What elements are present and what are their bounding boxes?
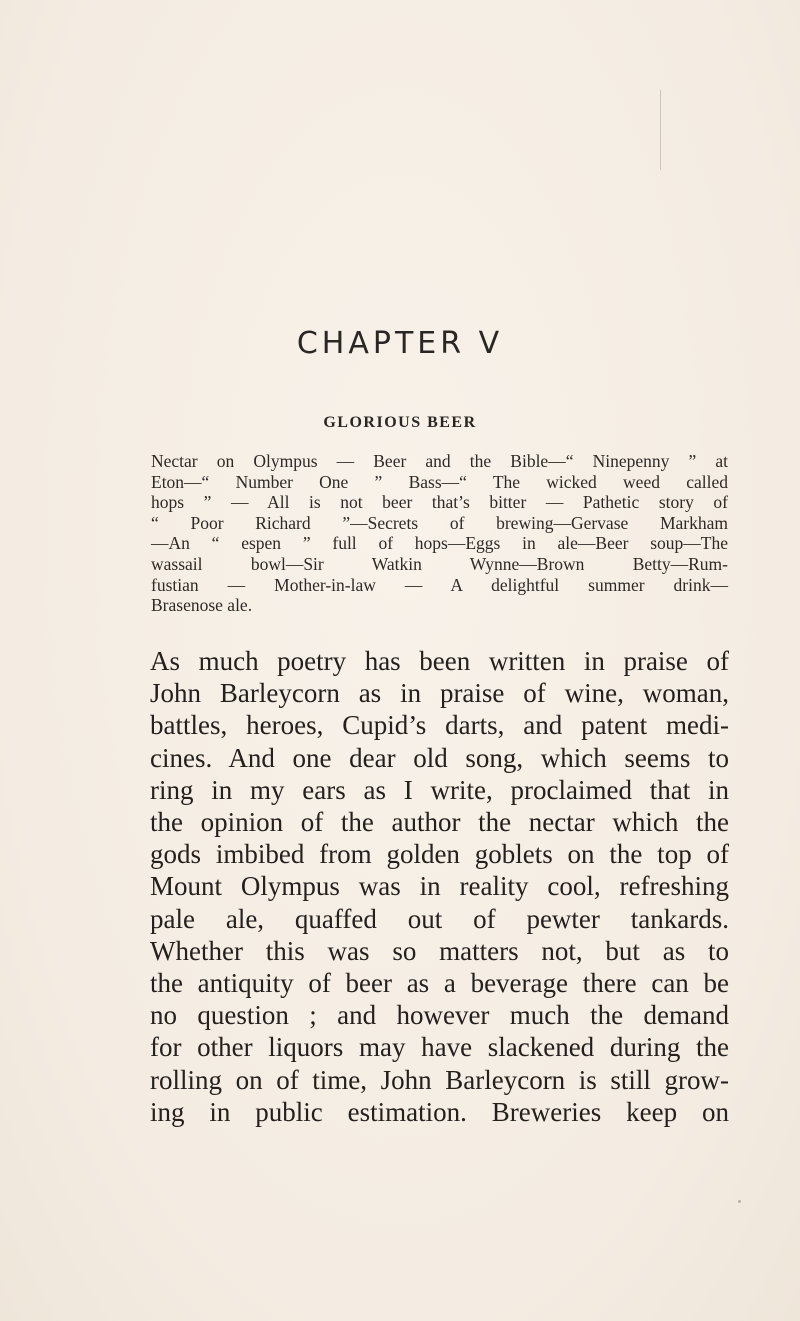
body-paragraph bbox=[150, 645, 729, 1128]
body-line: ing in public estimation. Breweries keep on bbox=[150, 1096, 729, 1127]
body-line: the opinion of the author the nectar which the bbox=[150, 807, 729, 838]
synopsis-line: —An “ espen ” full of hops—Eggs in ale—Beer soup—The bbox=[151, 533, 728, 554]
body-line: cines. And one dear old song, which seems to bbox=[150, 742, 729, 773]
body-line: battles, heroes, Cupid’s darts, and patent medi- bbox=[150, 710, 729, 741]
body-line: Mount Olympus was in reality cool, refreshing bbox=[150, 871, 729, 902]
body-line: the antiquity of beer as a beverage there can be bbox=[150, 968, 729, 999]
synopsis-line: fustian — Mother-in-law — A delightful summer drink— bbox=[151, 574, 728, 595]
body-line: ring in my ears as I write, proclaimed that in bbox=[150, 774, 729, 805]
synopsis-line: wassail bowl—Sir Watkin Wynne—Brown Betty—Rum- bbox=[151, 553, 728, 574]
body-line: rolling on of time, John Barleycorn is still grow- bbox=[150, 1064, 729, 1095]
chapter-subtitle: GLORIOUS BEER bbox=[323, 414, 477, 431]
body-line: no question ; and however much the demand bbox=[150, 1000, 729, 1031]
chapter-heading: CHAPTER V bbox=[296, 326, 504, 361]
chapter-synopsis bbox=[151, 451, 728, 616]
body-line: As much poetry has been written in praise of bbox=[150, 646, 729, 676]
body-line: John Barleycorn as in praise of wine, woman, bbox=[150, 678, 729, 709]
synopsis-line: hops ” — All is not beer that’s bitter — Pathetic story of bbox=[151, 492, 728, 513]
synopsis-line: “ Poor Richard ”—Secrets of brewing—Gervase Markham bbox=[151, 512, 728, 533]
body-line: gods imbibed from golden goblets on the top of bbox=[150, 839, 729, 870]
paper-crease-mark bbox=[660, 90, 661, 170]
synopsis-line: Brasenose ale. bbox=[151, 595, 253, 616]
body-line: Whether this was so matters not, but as to bbox=[150, 935, 729, 966]
body-line: pale ale, quaffed out of pewter tankards. bbox=[150, 903, 729, 934]
synopsis-line: Nectar on Olympus — Beer and the Bible—“ Ninepenny ” at bbox=[151, 451, 728, 471]
paper-speck bbox=[738, 1200, 741, 1203]
synopsis-line: Eton—“ Number One ” Bass—“ The wicked weed called bbox=[151, 471, 728, 492]
body-line: for other liquors may have slackened during the bbox=[150, 1032, 729, 1063]
